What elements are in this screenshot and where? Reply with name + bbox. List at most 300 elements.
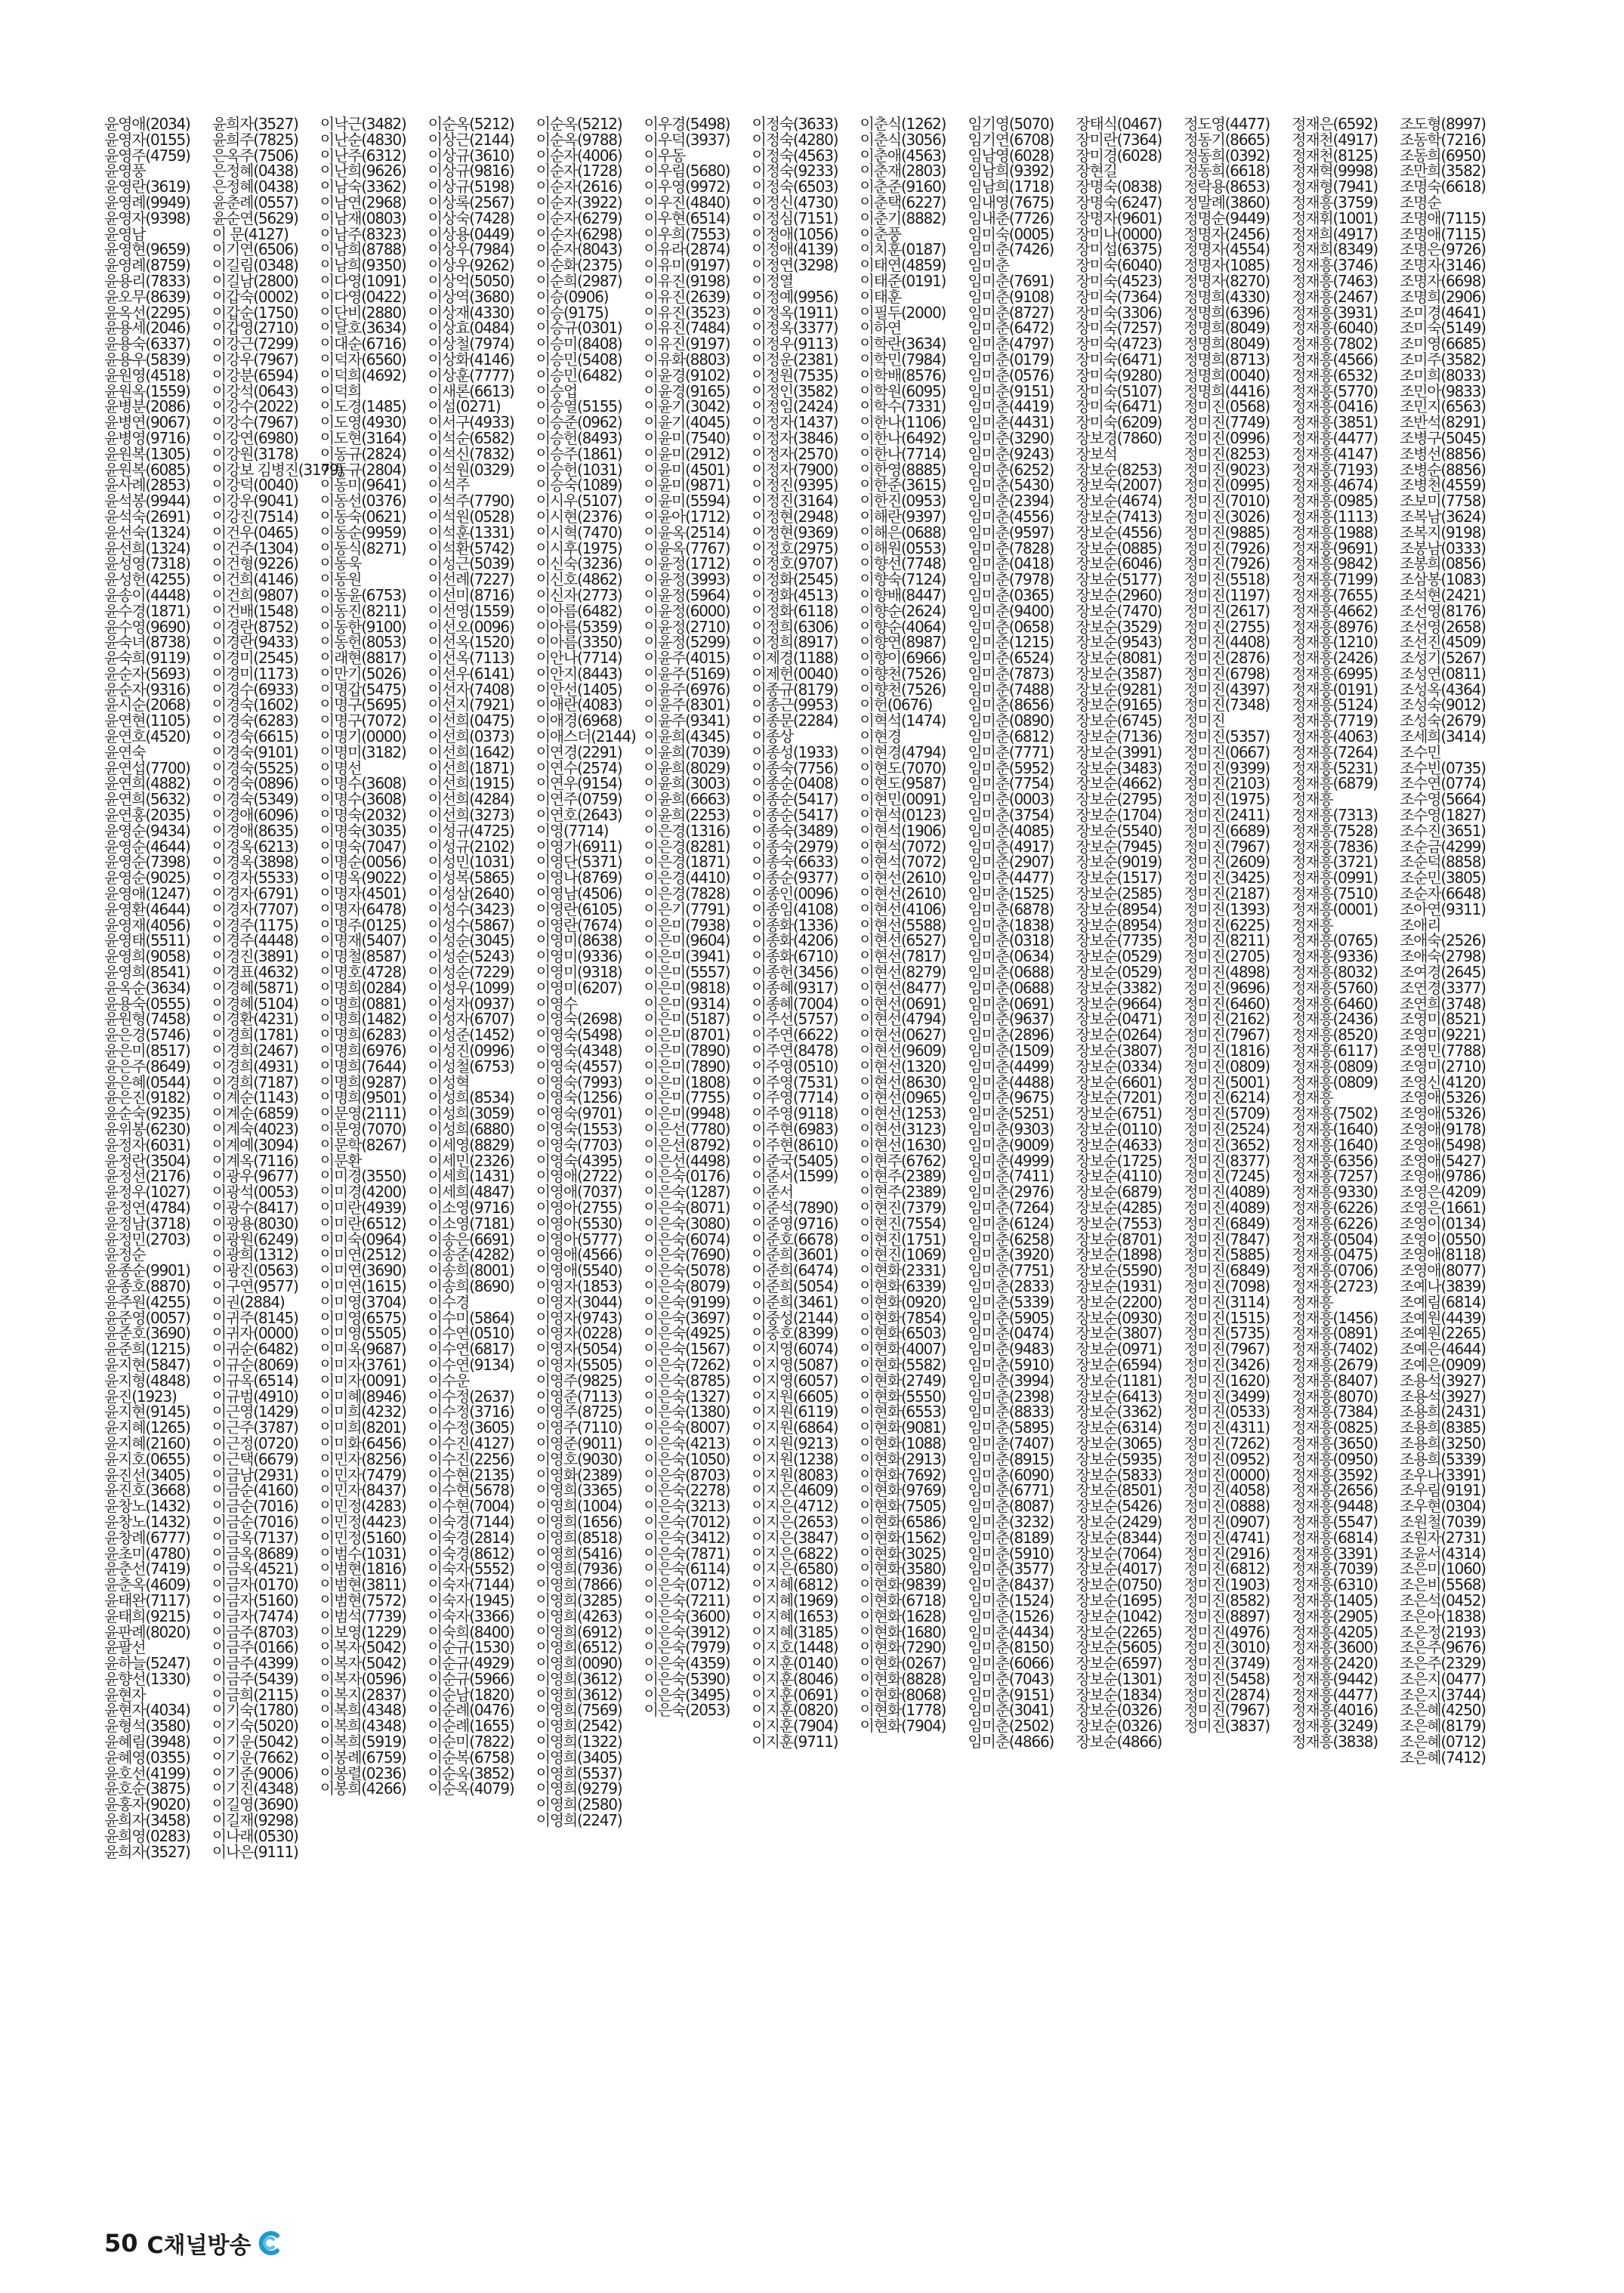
name-entry: 이경숙(5525) xyxy=(211,758,298,777)
name-entry: 이은미(7890) xyxy=(644,1042,730,1060)
name-entry: 이상재(4330) xyxy=(428,303,514,322)
name-entry: 이현화(1680) xyxy=(860,1622,946,1641)
name-entry: 윤정우(1027) xyxy=(104,1183,190,1202)
name-entry: 이명희(0881) xyxy=(320,994,406,1013)
name-entry: 정미진(2705) xyxy=(1184,947,1270,966)
name-entry: 이현화(8068) xyxy=(860,1685,946,1704)
name-entry: 이선자(7408) xyxy=(428,680,514,699)
name-entry: 임미춘(7873) xyxy=(968,664,1054,683)
name-entry: 이정호(9707) xyxy=(752,554,838,573)
name-entry: 정재흥(6117) xyxy=(1292,1042,1378,1060)
name-entry: 이금남(2931) xyxy=(211,1465,298,1484)
name-entry: 정미진(7245) xyxy=(1184,1167,1270,1186)
name-entry: 장미나(0000) xyxy=(1076,224,1162,243)
name-entry: 이동한(9100) xyxy=(320,617,406,636)
name-entry: 이윤미(9871) xyxy=(644,476,730,495)
name-entry: 조만희(3582) xyxy=(1400,162,1486,181)
name-entry: 정재흥(3721) xyxy=(1292,853,1378,872)
name-entry: 이윤정(5299) xyxy=(644,633,730,652)
name-entry: 이정연(3298) xyxy=(752,256,838,275)
name-entry: 이은미(9604) xyxy=(644,931,730,950)
name-entry: 이덕희 xyxy=(320,381,362,400)
name-entry: 이도경(1485) xyxy=(320,397,406,416)
name-entry: 이애스더(2144) xyxy=(536,727,636,746)
name-entry: 이학수(7331) xyxy=(860,397,946,416)
name-entry: 정미진(9885) xyxy=(1184,523,1270,542)
name-entry: 이은경(1871) xyxy=(644,853,730,872)
name-entry: 조예원(4439) xyxy=(1400,1308,1486,1327)
name-entry: 임미춘(1525) xyxy=(968,884,1054,903)
name-entry: 정말례(3860) xyxy=(1184,193,1270,211)
name-entry: 이정예(9956) xyxy=(752,287,838,306)
name-entry: 이정자(2570) xyxy=(752,444,838,463)
name-entry: 이상규(9816) xyxy=(428,162,514,181)
name-entry: 이영숙(1256) xyxy=(536,1088,622,1107)
name-entry: 이경숙(5349) xyxy=(211,790,298,809)
name-entry: 윤석숙(2691) xyxy=(104,507,190,526)
name-entry: 정재흥(2467) xyxy=(1292,287,1378,306)
name-entry: 윤창례(6777) xyxy=(104,1528,190,1547)
name-entry: 이정운(2381) xyxy=(752,350,838,369)
name-entry: 임미춘(7043) xyxy=(968,1669,1054,1688)
name-entry: 이정원(7535) xyxy=(752,366,838,384)
name-entry: 장보순(5605) xyxy=(1076,1638,1162,1657)
name-entry: 이종순(5417) xyxy=(752,790,838,809)
name-entry: 윤하늘(5247) xyxy=(104,1654,190,1673)
name-entry: 이근영(1429) xyxy=(211,1403,298,1421)
name-entry: 정미진(6460) xyxy=(1184,994,1270,1013)
name-entry: 이선지(7921) xyxy=(428,696,514,714)
name-entry: 이현선(7817) xyxy=(860,947,946,966)
name-entry: 장태식(0467) xyxy=(1076,115,1162,133)
name-entry: 이순규(4929) xyxy=(428,1654,514,1673)
name-entry: 이순자(1728) xyxy=(536,162,622,181)
name-entry: 윤지현(9145) xyxy=(104,1403,190,1421)
name-entry: 임미춘(6524) xyxy=(968,649,1054,668)
name-entry: 정명희(8049) xyxy=(1184,319,1270,338)
name-entry: 정재흥(7193) xyxy=(1292,460,1378,479)
name-entry: 정명자(4554) xyxy=(1184,240,1270,259)
name-entry: 이현화(1562) xyxy=(860,1528,946,1547)
name-entry: 이숙자(3366) xyxy=(428,1606,514,1625)
name-entry: 정미진(6812) xyxy=(1184,1560,1270,1579)
name-entry: 임미춘(2398) xyxy=(968,1387,1054,1406)
name-entry: 윤선희(1324) xyxy=(104,539,190,557)
name-entry: 이현석(7072) xyxy=(860,837,946,856)
name-entry: 장보순(8344) xyxy=(1076,1528,1162,1547)
name-entry: 이혁석(1474) xyxy=(860,711,946,730)
name-entry: 윤순자(9316) xyxy=(104,680,190,699)
name-entry: 이미자(3761) xyxy=(320,1355,406,1374)
name-entry: 이승주(1861) xyxy=(536,444,622,463)
name-entry: 장보순(2795) xyxy=(1076,790,1162,809)
name-entry: 이봉례(6759) xyxy=(320,1748,406,1767)
name-entry: 윤원복(6085) xyxy=(104,460,190,479)
name-entry: 조예원(2265) xyxy=(1400,1324,1486,1343)
name-entry: 이수정(2637) xyxy=(428,1387,514,1406)
name-entry: 이갑순(1750) xyxy=(211,303,298,322)
name-entry: 정재흥 xyxy=(1292,915,1333,934)
name-entry: 조은지(3744) xyxy=(1400,1685,1486,1704)
name-entry: 이은미(9948) xyxy=(644,1104,730,1123)
name-entry: 조영애(5326) xyxy=(1400,1088,1486,1107)
name-entry: 조성숙(9012) xyxy=(1400,696,1486,714)
name-entry: 이석원(0528) xyxy=(428,507,514,526)
name-entry: 이복지(2837) xyxy=(320,1685,406,1704)
name-entry: 이경숙(6615) xyxy=(211,727,298,746)
name-entry: 정미진(6798) xyxy=(1184,664,1270,683)
name-entry: 정미진(5885) xyxy=(1184,1245,1270,1264)
name-entry: 장보순(6314) xyxy=(1076,1418,1162,1437)
name-entry: 이현선(0965) xyxy=(860,1088,946,1107)
name-entry: 윤정남(3718) xyxy=(104,1214,190,1233)
name-entry: 임미춘(6472) xyxy=(968,319,1054,338)
name-entry: 장미숙(6040) xyxy=(1076,256,1162,275)
name-entry: 이나은(9111) xyxy=(211,1842,298,1861)
name-entry: 정미진(0888) xyxy=(1184,1497,1270,1516)
name-entry: 윤병영(9716) xyxy=(104,428,190,447)
name-entry: 이선례(7227) xyxy=(428,570,514,589)
name-entry: 윤희자(3527) xyxy=(211,115,298,133)
name-entry: 윤준호(3690) xyxy=(104,1324,190,1343)
name-entry: 이영숙(4348) xyxy=(536,1042,622,1060)
name-entry: 이순자(6279) xyxy=(536,208,622,227)
name-entry: 이준영(9716) xyxy=(752,1214,838,1233)
page-number: 50 xyxy=(104,2229,138,2258)
name-entry: 조수영(1827) xyxy=(1400,806,1486,825)
name-entry: 이학민(7984) xyxy=(860,350,946,369)
name-entry: 이현진(1751) xyxy=(860,1230,946,1248)
name-entry: 이윤경(9165) xyxy=(644,381,730,400)
name-entry: 이동규(2804) xyxy=(320,460,406,479)
name-entry: 이경희(4931) xyxy=(211,1057,298,1076)
name-entry: 장미숙(7257) xyxy=(1076,319,1162,338)
name-entry: 이순자(2616) xyxy=(536,177,622,196)
name-entry: 이단비(2880) xyxy=(320,303,406,322)
name-entry: 윤현자 xyxy=(104,1685,146,1704)
name-entry: 조도형(8997) xyxy=(1400,115,1486,133)
name-entry: 이정자(3846) xyxy=(752,428,838,447)
name-entry: 이미연(3690) xyxy=(320,1261,406,1280)
name-entry: 윤숙녀(8738) xyxy=(104,633,190,652)
name-entry: 이춘택(6227) xyxy=(860,193,946,211)
name-entry: 이윤주(4015) xyxy=(644,649,730,668)
name-entry: 이명기(0000) xyxy=(320,727,406,746)
name-entry: 이동식(8271) xyxy=(320,539,406,557)
name-entry: 이현화(1088) xyxy=(860,1434,946,1452)
name-entry: 정재흥(9336) xyxy=(1292,947,1378,966)
name-entry: 정재흥(7313) xyxy=(1292,806,1378,825)
name-entry: 정명희(0040) xyxy=(1184,366,1270,384)
name-entry: 이유라(2874) xyxy=(644,240,730,259)
name-entry: 이명숙(3035) xyxy=(320,821,406,840)
name-entry: 장미숙(4723) xyxy=(1076,335,1162,353)
name-entry: 이준호(6678) xyxy=(752,1230,838,1248)
name-entry: 이강연(6980) xyxy=(211,428,298,447)
name-entry: 이순미(7822) xyxy=(428,1733,514,1751)
name-entry: 정명희(4416) xyxy=(1184,381,1270,400)
name-entry: 이기숙(1780) xyxy=(211,1701,298,1720)
name-entry: 이계옥(7116) xyxy=(211,1151,298,1170)
name-entry: 이명미(3182) xyxy=(320,742,406,761)
name-entry: 윤정선(2176) xyxy=(104,1167,190,1186)
name-entry: 장보숙(2007) xyxy=(1076,476,1162,495)
name-entry: 이상훈(7777) xyxy=(428,366,514,384)
name-entry: 이미경(3550) xyxy=(320,1167,406,1186)
name-entry: 장보순(2265) xyxy=(1076,1622,1162,1641)
name-entry: 이상우(9262) xyxy=(428,256,514,275)
name-entry: 이금자(5160) xyxy=(211,1591,298,1609)
name-entry: 이필두(2000) xyxy=(860,303,946,322)
name-entry: 이경란(8752) xyxy=(211,617,298,636)
name-entry: 이덕희(4692) xyxy=(320,366,406,384)
name-entry: 이문영(7070) xyxy=(320,1120,406,1138)
name-entry: 조영이(0134) xyxy=(1400,1214,1486,1233)
name-entry: 이우림(5680) xyxy=(644,162,730,181)
name-entry: 이귀순(6482) xyxy=(211,1340,298,1359)
name-entry: 조명숙(6618) xyxy=(1400,177,1486,196)
name-entry: 임미춘(9303) xyxy=(968,1120,1054,1138)
name-entry: 이새론(6613) xyxy=(428,381,514,400)
name-entry: 이은선(4498) xyxy=(644,1151,730,1170)
name-entry: 이준석(7890) xyxy=(752,1198,838,1217)
name-entry: 이도영(4930) xyxy=(320,413,406,432)
name-entry: 이주연(8478) xyxy=(752,1042,838,1060)
name-entry: 이윤정(2710) xyxy=(644,617,730,636)
name-entry: 이남주(8323) xyxy=(320,224,406,243)
name-entry: 이성규(4725) xyxy=(428,821,514,840)
name-entry: 정미진(7967) xyxy=(1184,1340,1270,1359)
name-entry: 정미진(0667) xyxy=(1184,742,1270,761)
name-entry: 이지은(3847) xyxy=(752,1528,838,1547)
name-entry: 이은숙(1380) xyxy=(644,1403,730,1421)
name-entry: 장보순(5935) xyxy=(1076,1449,1162,1468)
name-entry: 장보순(4662) xyxy=(1076,774,1162,793)
name-entry: 이윤미(5594) xyxy=(644,492,730,511)
name-entry: 윤은진(9182) xyxy=(104,1088,190,1107)
name-entry: 이주연(6622) xyxy=(752,1026,838,1045)
name-entry: 이현화(7904) xyxy=(860,1717,946,1736)
name-entry: 임미춘(1524) xyxy=(968,1591,1054,1609)
name-entry: 이상규(5198) xyxy=(428,177,514,196)
name-entry: 이영자(1853) xyxy=(536,1276,622,1295)
name-entry: 이아름(6482) xyxy=(536,601,622,620)
name-entry: 임미춘(9151) xyxy=(968,381,1054,400)
name-entry: 윤영남 xyxy=(104,224,146,243)
name-entry: 이현선(0627) xyxy=(860,1026,946,1045)
name-entry: 이금옥(7137) xyxy=(211,1528,298,1547)
name-entry: 이은숙(3697) xyxy=(644,1308,730,1327)
name-entry: 이유진(7484) xyxy=(644,319,730,338)
name-entry: 윤종호(8870) xyxy=(104,1276,190,1295)
name-entry: 이명희(6976) xyxy=(320,1042,406,1060)
name-entry: 정재흥 xyxy=(1292,1292,1333,1311)
name-entry: 조봉희(0856) xyxy=(1400,554,1486,573)
name-entry: 장보순(0750) xyxy=(1076,1575,1162,1594)
name-entry: 정재흥(0765) xyxy=(1292,931,1378,950)
name-entry: 이윤옥(2514) xyxy=(644,523,730,542)
name-entry: 임미춘(6124) xyxy=(968,1214,1054,1233)
name-entry: 임미춘(0474) xyxy=(968,1324,1054,1343)
name-entry: 이은숙(1327) xyxy=(644,1387,730,1406)
name-entry: 정동희(6618) xyxy=(1184,162,1270,181)
name-entry: 이윤아(1712) xyxy=(644,507,730,526)
name-entry: 장명숙(0838) xyxy=(1076,177,1162,196)
name-entry: 임미춘(9400) xyxy=(968,601,1054,620)
name-entry: 이경애(6096) xyxy=(211,806,298,825)
name-entry: 이정화(6118) xyxy=(752,601,838,620)
name-entry: 임미춘(0365) xyxy=(968,585,1054,604)
name-entry: 이지은(2653) xyxy=(752,1512,838,1531)
name-entry: 이영자(5505) xyxy=(536,1355,622,1374)
name-entry: 장보순(0971) xyxy=(1076,1340,1162,1359)
name-entry: 윤연호(4520) xyxy=(104,727,190,746)
name-entry: 이영준(9011) xyxy=(536,1434,622,1452)
name-entry: 정재흥(3592) xyxy=(1292,1465,1378,1484)
name-entry: 은옥주(7506) xyxy=(211,146,298,165)
name-entry: 이현도(9587) xyxy=(860,774,946,793)
name-entry: 이계숙(4023) xyxy=(211,1120,298,1138)
name-entry: 윤성헌(4255) xyxy=(104,570,190,589)
name-entry: 조연희(3748) xyxy=(1400,994,1486,1013)
name-entry: 이지영(5087) xyxy=(752,1355,838,1374)
name-entry: 조예은(4644) xyxy=(1400,1340,1486,1359)
name-entry: 윤원복(1305) xyxy=(104,444,190,463)
name-entry: 정미진(0000) xyxy=(1184,1465,1270,1484)
name-entry: 이은미(5187) xyxy=(644,1010,730,1029)
name-entry: 장보순(1181) xyxy=(1076,1371,1162,1390)
name-entry: 이성순(5243) xyxy=(428,947,514,966)
name-entry: 윤희자(3458) xyxy=(104,1811,190,1830)
name-entry: 장보순(1931) xyxy=(1076,1276,1162,1295)
name-entry: 정재흥(8032) xyxy=(1292,963,1378,982)
name-entry: 이은숙(3912) xyxy=(644,1622,730,1641)
name-entry: 정재흥(2426) xyxy=(1292,649,1378,668)
name-entry: 이향천(7526) xyxy=(860,680,946,699)
name-entry: 이동헌(8053) xyxy=(320,633,406,652)
name-entry: 이안선(1405) xyxy=(536,680,622,699)
name-entry: 이미옥(9687) xyxy=(320,1340,406,1359)
name-entry: 정미진(4408) xyxy=(1184,633,1270,652)
name-entry: 정재흥(1640) xyxy=(1292,1135,1378,1154)
name-entry: 조용희(2431) xyxy=(1400,1403,1486,1421)
name-entry: 정미진(2103) xyxy=(1184,774,1270,793)
name-entry: 이연주(0759) xyxy=(536,790,622,809)
name-entry: 이영희(3405) xyxy=(536,1748,622,1767)
name-entry: 조수연(0774) xyxy=(1400,774,1486,793)
name-entry: 정명희(8049) xyxy=(1184,335,1270,353)
name-entry: 이명선 xyxy=(320,758,362,777)
name-entry: 이세희(4847) xyxy=(428,1183,514,1202)
name-entry: 이윤기(4045) xyxy=(644,413,730,432)
name-entry: 이영희(2542) xyxy=(536,1717,622,1736)
name-entry: 이순옥(4079) xyxy=(428,1779,514,1798)
name-entry: 이광원(6249) xyxy=(211,1230,298,1248)
name-entry: 이강우(7967) xyxy=(211,350,298,369)
name-entry: 이민자(7479) xyxy=(320,1465,406,1484)
name-entry: 임미춘(5251) xyxy=(968,1104,1054,1123)
name-entry: 이경옥(3898) xyxy=(211,853,298,872)
name-entry: 이현화(6503) xyxy=(860,1324,946,1343)
name-entry: 이경희(2467) xyxy=(211,1042,298,1060)
name-entry: 정재흥(5770) xyxy=(1292,381,1378,400)
name-entry: 정미진(2874) xyxy=(1184,1685,1270,1704)
name-entry: 이영자(3044) xyxy=(536,1292,622,1311)
name-entry: 이영애(5540) xyxy=(536,1261,622,1280)
name-entry: 윤위봉(6230) xyxy=(104,1120,190,1138)
name-entry: 이윤희(7039) xyxy=(644,742,730,761)
name-entry: 이기운(7662) xyxy=(211,1748,298,1767)
name-entry: 정재흥(3600) xyxy=(1292,1638,1378,1657)
name-entry: 임미춘(6066) xyxy=(968,1654,1054,1673)
name-entry: 이현진(7554) xyxy=(860,1214,946,1233)
name-entry: 조영미(2710) xyxy=(1400,1057,1486,1076)
name-entry: 이민정(4283) xyxy=(320,1497,406,1516)
name-entry: 이승(0906) xyxy=(536,287,609,306)
name-entry: 장보순(8081) xyxy=(1076,649,1162,668)
name-entry: 장보순(0264) xyxy=(1076,1026,1162,1045)
name-entry: 조영애(9786) xyxy=(1400,1167,1486,1186)
name-entry: 이영나(8769) xyxy=(536,869,622,887)
name-entry: 이승미(8408) xyxy=(536,335,622,353)
name-entry: 이윤주(5169) xyxy=(644,664,730,683)
name-entry: 장보순(5590) xyxy=(1076,1261,1162,1280)
name-entry: 정재형(7941) xyxy=(1292,177,1378,196)
name-entry: 이춘풍 xyxy=(860,224,901,243)
name-entry: 정재흥(0001) xyxy=(1292,900,1378,918)
name-entry: 이현선(4106) xyxy=(860,900,946,918)
name-entry: 조봉남(0333) xyxy=(1400,539,1486,557)
name-entry: 이영아(2755) xyxy=(536,1198,622,1217)
name-entry: 이경희(7187) xyxy=(211,1072,298,1091)
name-entry: 이봉희(4266) xyxy=(320,1779,406,1798)
name-entry: 이향천(7526) xyxy=(860,664,946,683)
name-entry: 이정화(4513) xyxy=(752,585,838,604)
name-entry: 조동희(6950) xyxy=(1400,146,1486,165)
name-entry: 이구연(9577) xyxy=(211,1276,298,1295)
name-entry: 임미숙(0005) xyxy=(968,224,1054,243)
name-entry: 이현주(6762) xyxy=(860,1151,946,1170)
name-entry: 정미진(0533) xyxy=(1184,1403,1270,1421)
name-entry: 정재흥(4477) xyxy=(1292,428,1378,447)
name-entry: 이정옥(1911) xyxy=(752,303,838,322)
name-entry: 이은숙(7012) xyxy=(644,1512,730,1531)
name-entry: 이영자(0228) xyxy=(536,1324,622,1343)
name-entry: 이규범(4910) xyxy=(211,1387,298,1406)
name-entry: 윤시순(2068) xyxy=(104,696,190,714)
name-entry: 이윤미(2912) xyxy=(644,444,730,463)
name-entry: 정재흥(4662) xyxy=(1292,601,1378,620)
name-entry: 이현진(1069) xyxy=(860,1245,946,1264)
name-entry: 이윤희(6663) xyxy=(644,790,730,809)
name-entry: 윤영풍 xyxy=(104,162,146,181)
name-entry: 임미춘(0418) xyxy=(968,554,1054,573)
name-entry: 윤사례(2853) xyxy=(104,476,190,495)
name-entry: 임미춘(9597) xyxy=(968,523,1054,542)
name-entry: 정미진(3652) xyxy=(1184,1135,1270,1154)
name-entry: 이유진(3523) xyxy=(644,303,730,322)
name-entry: 이강진(7514) xyxy=(211,507,298,526)
name-entry: 이상근(2144) xyxy=(428,130,514,149)
name-entry: 이수연(0510) xyxy=(428,1324,514,1343)
name-entry: 윤용우(5839) xyxy=(104,350,190,369)
name-entry: 이윤미(4501) xyxy=(644,460,730,479)
name-entry: 이현석(0123) xyxy=(860,806,946,825)
name-entry: 이지훈(0140) xyxy=(752,1654,838,1673)
name-entry: 정미진(8377) xyxy=(1184,1151,1270,1170)
name-entry: 이은숙(6114) xyxy=(644,1560,730,1579)
name-entry: 임기영(5070) xyxy=(968,115,1054,133)
